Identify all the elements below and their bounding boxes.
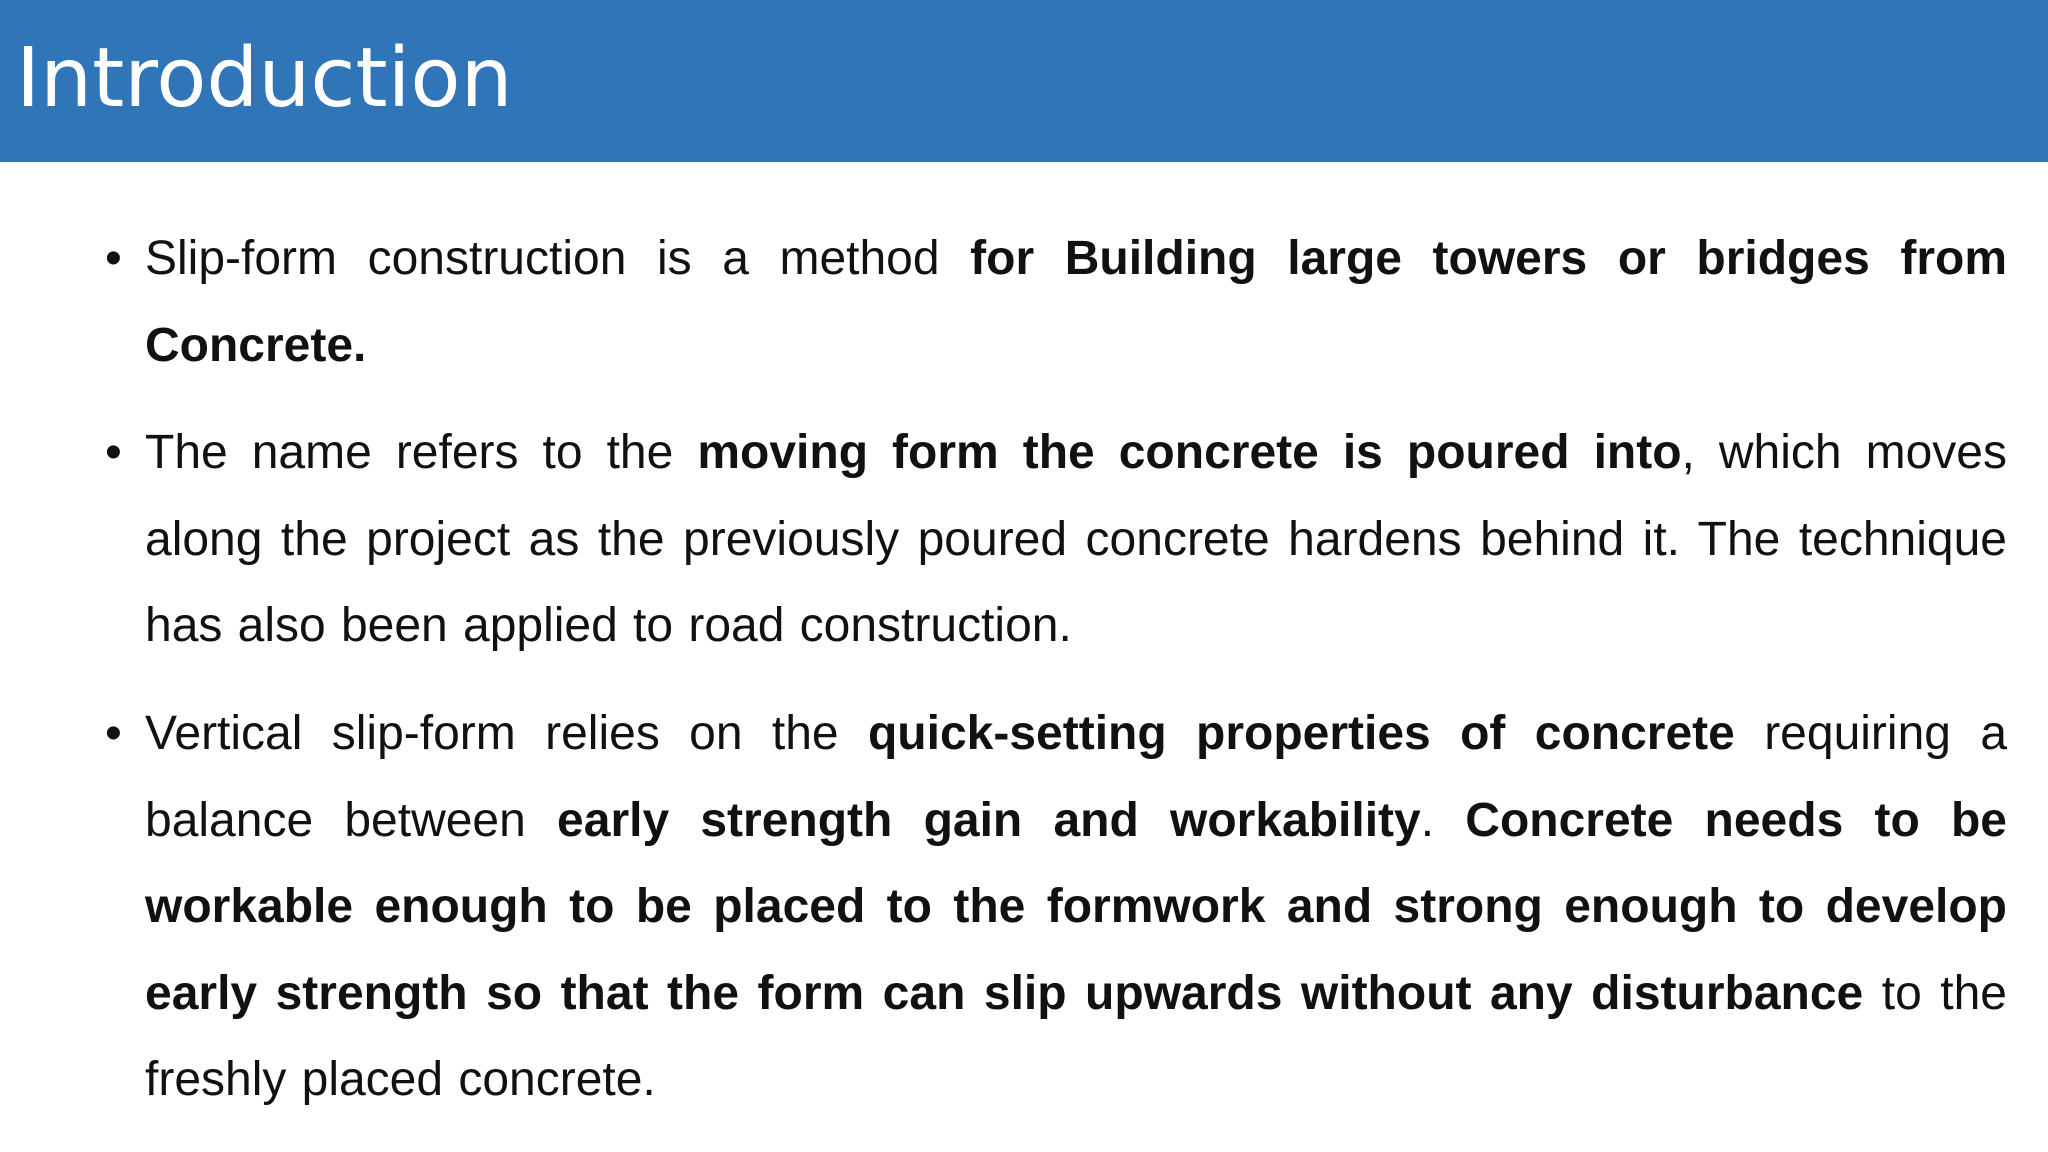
text-run: . (1420, 793, 1466, 847)
text-run: Slip-form construction is a method (145, 232, 971, 285)
bullet-item-name-meaning (105, 410, 2007, 670)
bullet-dot: • (105, 232, 122, 285)
text-run-bold: quick-setting properties of concrete (867, 707, 1735, 760)
text-run-bold: Concrete needs to be workable enough to be placed to the formwork and strong enough to develop early strength so that the form can slip upwards without any disturbance (145, 793, 2008, 1020)
text-run: to the freshly placed concrete. (145, 966, 2007, 1106)
text-run-bold: moving form the concrete is poured into (697, 426, 1682, 479)
bullet-dot: • (105, 707, 122, 760)
slide-title: Introduction (16, 31, 513, 126)
text-run: requiring a balance between (145, 707, 2008, 847)
bullet-item-vertical-slipform (105, 691, 2008, 1124)
text-run: The name refers to the (145, 426, 698, 479)
text-run: , which moves along the project as the previously poured concrete hardens behind it. The technique has also been applied to road construction. (145, 426, 2007, 652)
text-run: Vertical slip-form relies on the (145, 707, 868, 760)
bullet-dot: • (105, 426, 122, 479)
bullet-item-definition (105, 216, 2007, 389)
slide-header-bar (0, 0, 2048, 162)
text-run-bold: for Building large towers or bridges from Concrete. (145, 232, 2007, 372)
text-run-bold: early strength gain and workability (557, 793, 1421, 847)
